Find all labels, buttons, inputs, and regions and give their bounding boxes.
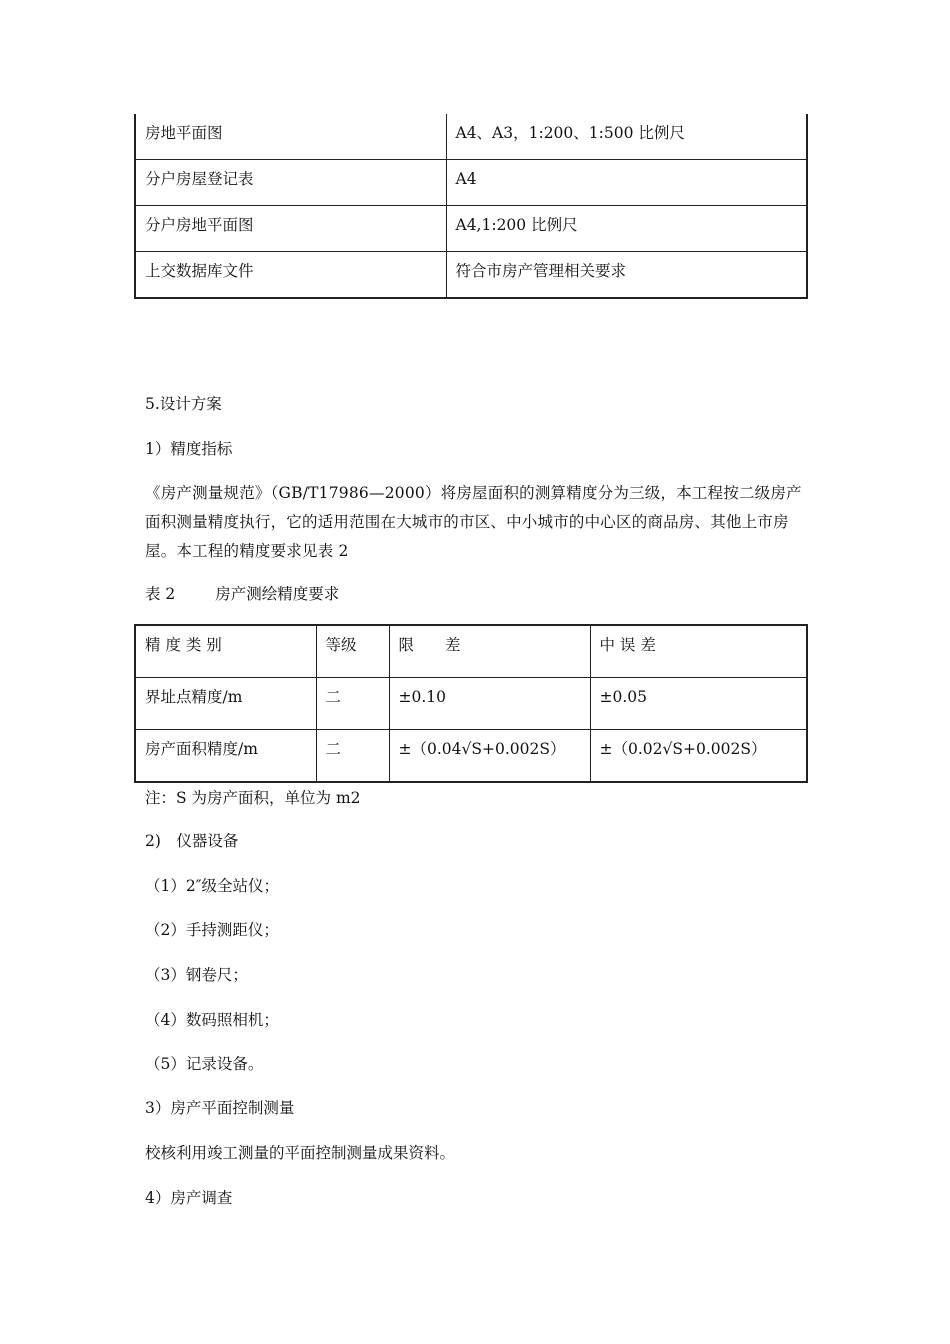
table-cell: 符合市房产管理相关要求: [446, 252, 807, 299]
table-cell: 房地平面图: [135, 114, 446, 160]
subsection-heading: 4）房产调查: [145, 1189, 233, 1207]
table-cell: 界址点精度/m: [135, 678, 316, 730]
table-row: [135, 730, 807, 783]
caption-number: 表 2: [145, 585, 176, 603]
table-header-cell: 限 差: [389, 625, 590, 678]
table-cell: 上交数据库文件: [135, 252, 446, 299]
output-format-table: [134, 114, 808, 299]
list-item: （4）数码照相机；: [145, 1011, 279, 1029]
table-cell: ±（0.02√S+0.002S）: [590, 730, 807, 783]
table-cell: A4、A3，1:200、1:500 比例尺: [446, 114, 807, 160]
paragraph-precision: 《房产测量规范》（GB/T17986—2000）将房屋面积的测算精度分为三级，本工程按二级房产面积测量精度执行，它的适用范围在大城市的市区、中小城市的中心区的商品房、其他上市房屋。本工程的精度要求见表 2: [145, 484, 802, 560]
table-cell: ±0.05: [590, 678, 807, 730]
table-header-cell: 精 度 类 别: [135, 625, 316, 678]
table-row: [135, 678, 807, 730]
table-header-cell: 中 误 差: [590, 625, 807, 678]
list-item: （1）2″级全站仪；: [145, 877, 280, 895]
table-note: 注：S 为房产面积，单位为 m2: [145, 789, 361, 807]
section-heading: 5.设计方案: [145, 395, 222, 413]
table-caption: [145, 583, 339, 605]
list-item: （5）记录设备。: [145, 1055, 264, 1073]
table-cell: A4: [446, 160, 807, 206]
subsection-heading: 1）精度指标: [145, 440, 233, 458]
table-cell: 二: [316, 678, 389, 730]
caption-title: 房产测绘精度要求: [215, 585, 340, 603]
table-row: [135, 252, 807, 299]
precision-table: [134, 624, 808, 783]
table-row: [135, 206, 807, 252]
table-cell: 分户房屋登记表: [135, 160, 446, 206]
table-cell: A4,1:200 比例尺: [446, 206, 807, 252]
table-cell: 分户房地平面图: [135, 206, 446, 252]
paragraph-control: 校核利用竣工测量的平面控制测量成果资料。: [145, 1144, 456, 1162]
table-header-cell: 等级: [316, 625, 389, 678]
table-cell: ±（0.04√S+0.002S）: [389, 730, 590, 783]
table-cell: ±0.10: [389, 678, 590, 730]
list-item: （2）手持测距仪；: [145, 921, 279, 939]
subsection-heading: 2) 仪器设备: [145, 832, 239, 850]
table-row: [135, 114, 807, 160]
list-item: （3）钢卷尺；: [145, 966, 248, 984]
table-header-row: [135, 625, 807, 678]
table-cell: 二: [316, 730, 389, 783]
table-cell: 房产面积精度/m: [135, 730, 316, 783]
subsection-heading: 3）房产平面控制测量: [145, 1099, 295, 1117]
table-row: [135, 160, 807, 206]
